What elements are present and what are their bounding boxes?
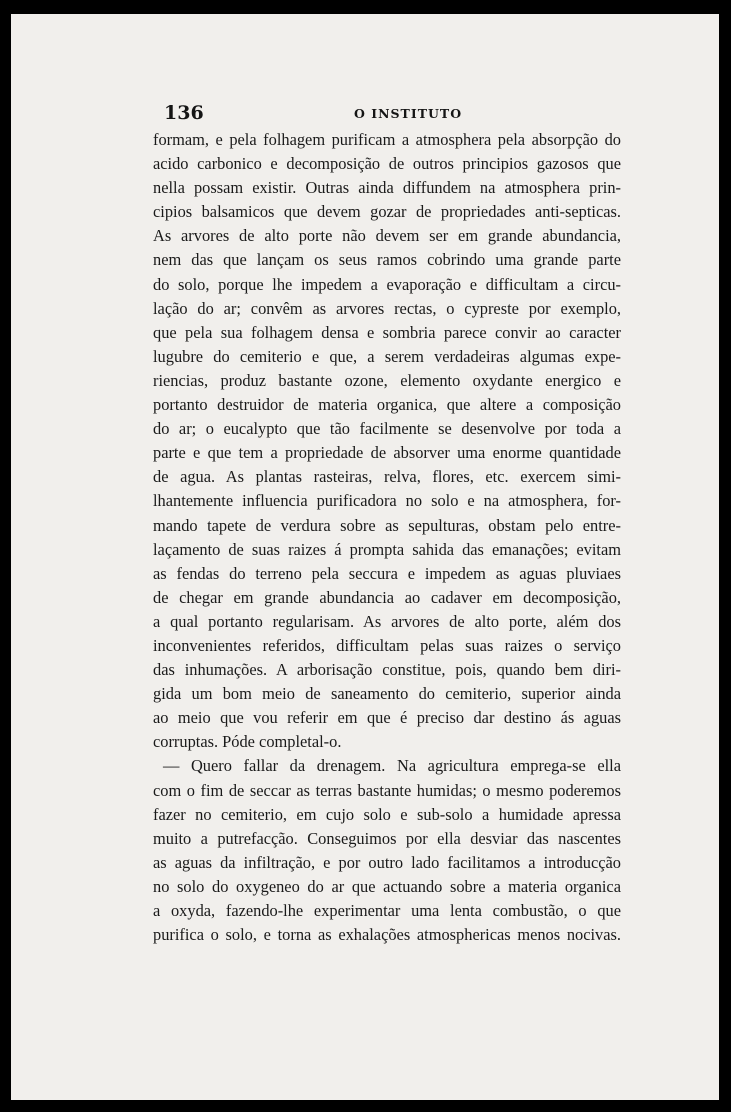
body-text bbox=[153, 128, 621, 947]
text-line: no solo do oxygeneo do ar que actuando sobre a materia organica bbox=[153, 876, 621, 896]
text-line: das inhumações. A arborisação constitue, pois, quando bem diri- bbox=[153, 660, 621, 680]
page-number: 136 bbox=[164, 102, 204, 124]
text-line: com o fim de seccar as terras bastante humidas; o mesmo poderemos bbox=[153, 780, 621, 800]
text-line: formam, e pela folhagem purificam a atmosphera pela absorpção do bbox=[153, 130, 621, 149]
text-line: muito a putrefacção. Conseguimos por ella desviar das nascentes bbox=[153, 828, 621, 848]
text-line: lação do ar; convêm as arvores rectas, o cypreste por exemplo, bbox=[153, 298, 621, 318]
text-line: do ar; o eucalypto que tão facilmente se desenvolve por toda a bbox=[153, 419, 621, 439]
text-line: as fendas do terreno pela seccura e impedem as aguas pluviaes bbox=[153, 563, 621, 583]
text-line: acido carbonico e decomposição de outros principios gazosos que bbox=[153, 154, 621, 174]
text-line: as aguas da infiltração, e por outro lado facilitamos a introducção bbox=[153, 852, 621, 872]
text-line: corruptas. Póde completal-o. bbox=[153, 732, 342, 752]
text-line: do solo, porque lhe impedem a evaporação e difficultam a circu- bbox=[153, 274, 621, 294]
text-line: de agua. As plantas rasteiras, relva, flores, etc. exercem simi- bbox=[153, 467, 621, 487]
text-line: gida um bom meio de saneamento do cemiterio, superior ainda bbox=[153, 684, 621, 704]
text-line: que pela sua folhagem densa e sombria parece convir ao caracter bbox=[153, 322, 621, 342]
running-head: O INSTITUTO bbox=[354, 106, 463, 121]
text-line: laçamento de suas raizes á prompta sahida das emanações; evitam bbox=[153, 539, 621, 559]
text-line: de chegar em grande abundancia ao cadaver em decomposição, bbox=[153, 587, 621, 607]
text-line: lugubre do cemiterio e que, a serem verdadeiras algumas expe- bbox=[153, 346, 621, 366]
text-line: — Quero fallar da drenagem. Na agricultura emprega-se ella bbox=[163, 756, 621, 776]
text-line: inconvenientes referidos, difficultam pelas suas raizes o serviço bbox=[153, 635, 621, 655]
text-line: As arvores de alto porte não devem ser em grande abundancia, bbox=[153, 226, 621, 246]
text-line: ao meio que vou referir em que é preciso dar destino ás aguas bbox=[153, 708, 621, 728]
text-line: a qual portanto regularisam. As arvores de alto porte, além dos bbox=[153, 611, 621, 631]
text-line: mando tapete de verdura sobre as sepulturas, obstam pelo entre- bbox=[153, 515, 621, 535]
text-line: portanto destruidor de materia organica, que altere a composição bbox=[153, 395, 621, 415]
text-line: parte e que tem a propriedade de absorver uma enorme quantidade bbox=[153, 443, 621, 463]
text-line: lhantemente influencia purificadora no solo e na atmosphera, for- bbox=[153, 491, 621, 511]
text-line: cipios balsamicos que devem gozar de propriedades anti-septicas. bbox=[153, 202, 621, 222]
text-line: nem das que lançam os seus ramos cobrindo uma grande parte bbox=[153, 250, 621, 270]
text-line: nella possam existir. Outras ainda diffundem na atmosphera prin- bbox=[153, 178, 621, 198]
text-line: fazer no cemiterio, em cujo solo e sub-solo a humidade apressa bbox=[153, 804, 621, 824]
text-line: riencias, produz bastante ozone, elemento oxydante energico e bbox=[153, 370, 621, 390]
text-line: a oxyda, fazendo-lhe experimentar uma lenta combustão, o que bbox=[153, 901, 621, 920]
text-line: purifica o solo, e torna as exhalações atmosphericas menos nocivas. bbox=[153, 925, 621, 945]
